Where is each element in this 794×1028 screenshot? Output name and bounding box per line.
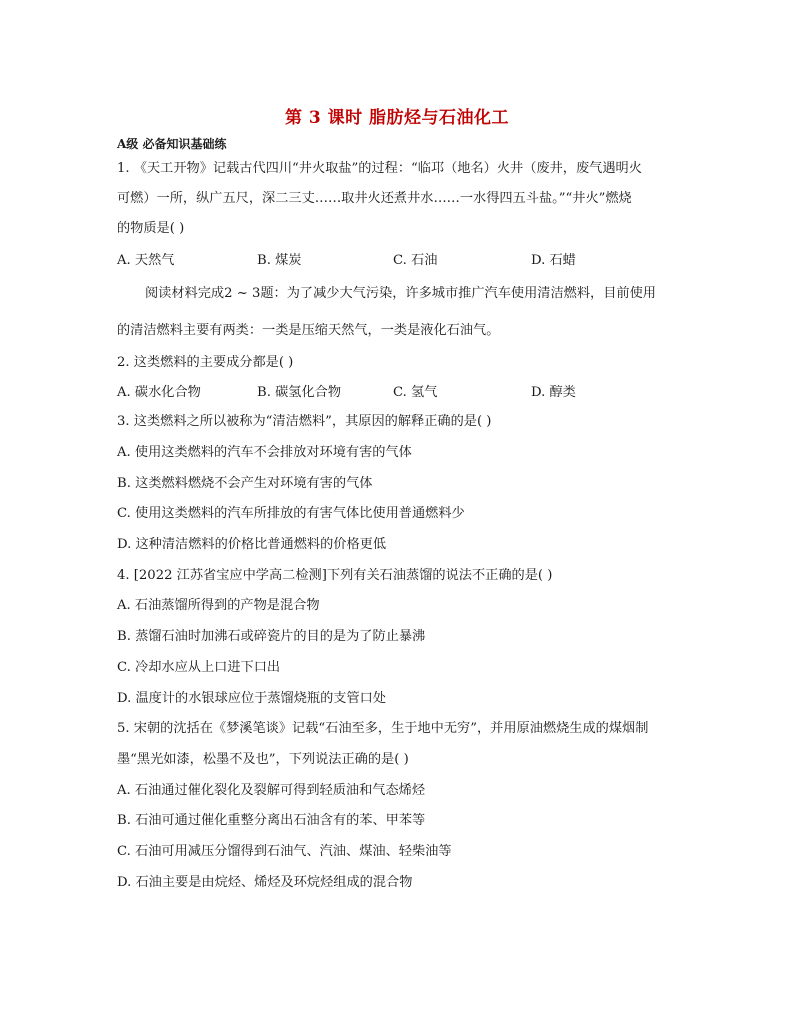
- page-title: 第 3 课时 脂肪烃与石油化工: [284, 108, 510, 128]
- question-5-option-a: A. 石油通过催化裂化及裂解可得到轻质油和气态烯烃: [117, 783, 426, 798]
- question-2-stem: 2. 这类燃料的主要成分都是( ): [117, 355, 294, 370]
- question-2-option-d: D. 醇类: [531, 385, 576, 400]
- question-1-line-1: 1. 《天工开物》记载古代四川“井火取盐”的过程：“临邛（地名）火井（废井，废气遇明火: [117, 161, 642, 176]
- question-3-option-a: A. 使用这类燃料的汽车不会排放对环境有害的气体: [117, 445, 412, 460]
- question-3-stem: 3. 这类燃料之所以被称为“清洁燃料”，其原因的解释正确的是( ): [117, 414, 492, 429]
- question-2-option-c: C. 氢气: [393, 385, 438, 400]
- section-heading: A级 必备知识基础练: [117, 137, 227, 151]
- question-1-line-3: 的物质是( ): [117, 221, 185, 236]
- question-4-option-c: C. 冷却水应从上口进下口出: [117, 660, 281, 675]
- reading-material-line-2: 的清洁燃料主要有两类：一类是压缩天然气，一类是液化石油气。: [117, 323, 500, 338]
- question-3-option-b: B. 这类燃料燃烧不会产生对环境有害的气体: [117, 476, 373, 491]
- question-3-option-d: D. 这种清洁燃料的价格比普通燃料的价格更低: [117, 537, 387, 552]
- question-1-option-d: D. 石蜡: [531, 253, 576, 268]
- reading-material-line-1: 阅读材料完成2 ~ 3题：为了减少大气污染，许多城市推广汽车使用清洁燃料，目前使用: [145, 286, 656, 301]
- question-2-option-a: A. 碳水化合物: [117, 385, 201, 400]
- question-1-line-2: 可燃）一所，纵广五尺，深二三丈……取井火还煮井水……一水得四五斗盐。”“井火”燃烧: [117, 191, 632, 206]
- question-1-options: [117, 252, 677, 270]
- question-4-option-a: A. 石油蒸馏所得到的产物是混合物: [117, 598, 320, 613]
- question-5-option-c: C. 石油可用减压分馏得到石油气、汽油、煤油、轻柴油等: [117, 844, 452, 859]
- question-1-option-a: A. 天然气: [117, 253, 175, 268]
- question-1-option-c: C. 石油: [393, 253, 438, 268]
- question-5-option-d: D. 石油主要是由烷烃、烯烃及环烷烃组成的混合物: [117, 875, 413, 890]
- question-5-option-b: B. 石油可通过催化重整分离出石油含有的苯、甲苯等: [117, 813, 426, 828]
- question-5-line-1: 5. 宋朝的沈括在《梦溪笔谈》记载“石油至多，生于地中无穷”，并用原油燃烧生成的煤烟制: [117, 721, 649, 736]
- question-4-stem: 4. [2022 江苏省宝应中学高二检测]下列有关石油蒸馏的说法不正确的是( ): [117, 568, 553, 583]
- question-4-option-d: D. 温度计的水银球应位于蒸馏烧瓶的支管口处: [117, 691, 387, 706]
- question-2-options: [117, 384, 677, 402]
- question-4-option-b: B. 蒸馏石油时加沸石或碎瓷片的目的是为了防止暴沸: [117, 629, 426, 644]
- question-1-option-b: B. 煤炭: [257, 253, 302, 268]
- question-2-option-b: B. 碳氢化合物: [257, 385, 342, 400]
- question-5-line-2: 墨“黑光如漆，松墨不及也”，下列说法正确的是( ): [117, 752, 409, 767]
- question-3-option-c: C. 使用这类燃料的汽车所排放的有害气体比使用普通燃料少: [117, 506, 465, 521]
